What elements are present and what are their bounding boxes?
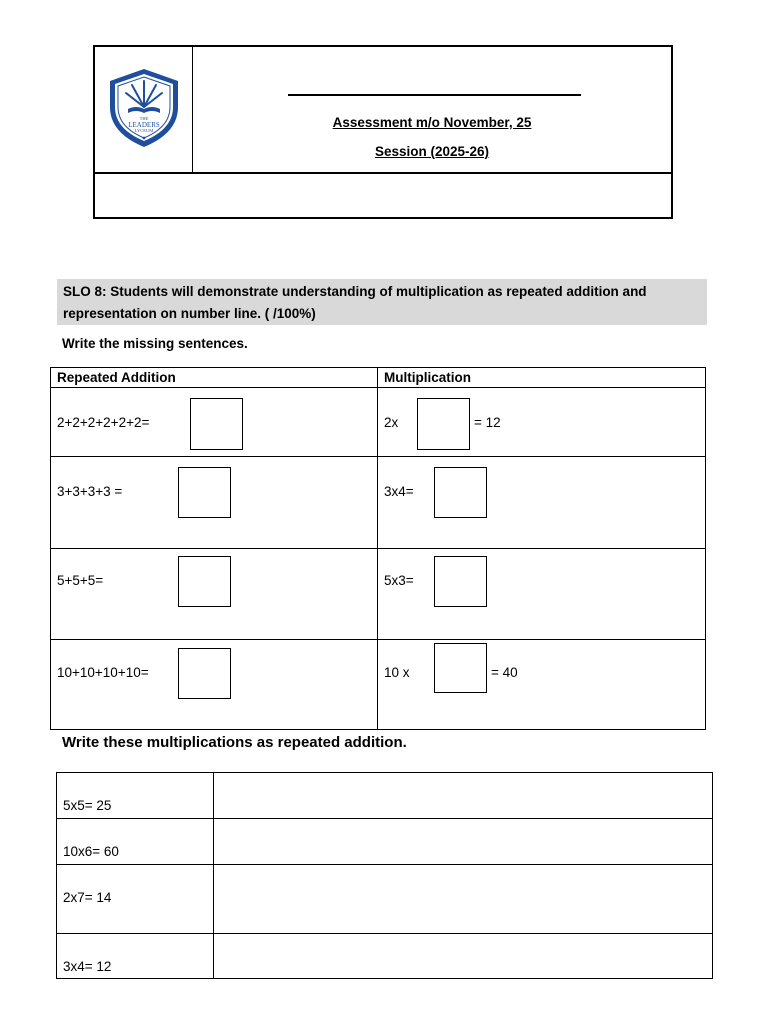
row2-multiplication-prefix: 3x4=	[384, 484, 414, 499]
answer-cell-row-1[interactable]	[214, 773, 713, 818]
row2-addition-answer-box[interactable]	[178, 467, 231, 518]
blank-title-line	[288, 94, 581, 96]
row4-addition: 10+10+10+10=	[57, 665, 149, 680]
row-divider	[51, 456, 705, 457]
row1-multiplication-suffix: = 12	[474, 415, 501, 430]
row-divider	[51, 639, 705, 640]
slo-line-1: SLO 8: Students will demonstrate understanding of multiplication as repeated addition and	[63, 284, 647, 299]
row-divider	[51, 548, 705, 549]
logo-text-leaders: LEADERS	[128, 121, 160, 129]
table-row-label: 5x5= 25	[63, 798, 112, 813]
row2-multiplication-answer-box[interactable]	[434, 467, 487, 518]
table-row-label: 3x4= 12	[63, 959, 112, 974]
row1-addition: 2+2+2+2+2+2=	[57, 415, 150, 430]
answer-cell-row-2[interactable]	[214, 819, 713, 864]
instruction-repeated-addition: Write these multiplications as repeated addition.	[62, 734, 407, 751]
row1-addition-answer-box[interactable]	[190, 398, 243, 450]
assessment-title: Assessment m/o November, 25	[332, 115, 532, 130]
instruction-missing-sentences: Write the missing sentences.	[62, 336, 248, 351]
row4-multiplication-suffix: = 40	[491, 665, 518, 680]
missing-sentences-table	[50, 367, 706, 730]
row1-multiplication-prefix: 2x	[384, 415, 399, 430]
answer-cell-row-4[interactable]	[214, 934, 713, 978]
logo-text-lyceum: LYCEUM	[134, 128, 154, 133]
header-box	[93, 45, 673, 219]
header-multiplication: Multiplication	[384, 370, 471, 385]
row4-multiplication-prefix: 10 x	[384, 665, 410, 680]
row-divider	[51, 387, 705, 388]
table-row-label: 2x7= 14	[63, 890, 112, 905]
session-title: Session (2025-26)	[374, 144, 490, 159]
row2-addition: 3+3+3+3 =	[57, 484, 123, 499]
slo-banner	[57, 279, 707, 325]
row4-addition-answer-box[interactable]	[178, 648, 231, 699]
logo-cell	[95, 47, 193, 172]
header-top-row	[95, 47, 671, 174]
row4-multiplication-answer-box[interactable]	[434, 643, 487, 693]
table-row-label: 10x6= 60	[63, 844, 119, 859]
row3-multiplication-answer-box[interactable]	[434, 556, 487, 607]
answer-cell-row-3[interactable]	[214, 865, 713, 933]
row3-addition-answer-box[interactable]	[178, 556, 231, 607]
row1-multiplication-answer-box[interactable]	[417, 398, 470, 450]
row3-addition: 5+5+5=	[57, 573, 104, 588]
header-repeated-addition: Repeated Addition	[57, 370, 176, 385]
logo-text-the: THE	[139, 116, 149, 121]
school-logo	[104, 67, 184, 149]
repeated-addition-table	[56, 772, 713, 979]
row3-multiplication-prefix: 5x3=	[384, 573, 414, 588]
slo-line-2: representation on number line. ( /100%)	[63, 306, 316, 321]
